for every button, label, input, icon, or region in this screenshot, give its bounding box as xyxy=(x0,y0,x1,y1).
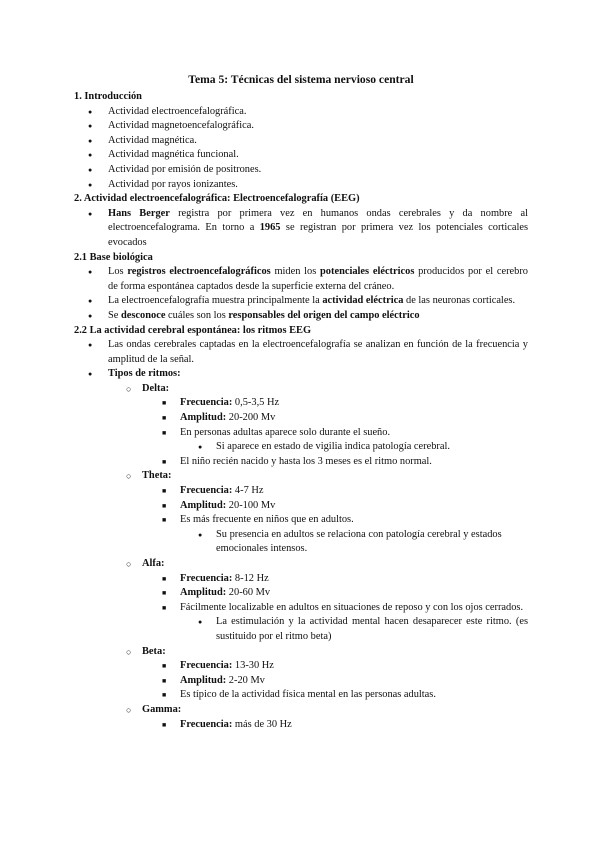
frequency-value: 8-12 Hz xyxy=(232,572,269,584)
rhythm-beta xyxy=(74,645,528,660)
list-item: ● Actividad por rayos ionizantes. xyxy=(74,178,528,193)
list-item xyxy=(74,411,528,426)
intro-list xyxy=(74,105,528,193)
list-item xyxy=(74,572,528,587)
text-span: se registran por primera vez los potenciales corticales evocados xyxy=(108,222,528,248)
frequency-label: Frecuencia: xyxy=(180,718,233,730)
bold-term: responsables del origen del campo eléctrico xyxy=(228,309,420,321)
frequency-value: 13-30 Hz xyxy=(232,660,274,672)
list-item: ● Actividad magnetoencefalográfica. xyxy=(74,119,528,134)
frequency-value: 4-7 Hz xyxy=(232,485,264,497)
bold-term: actividad eléctrica xyxy=(322,295,404,307)
base-biologica-list xyxy=(74,265,528,323)
text-span: miden los xyxy=(270,266,321,278)
list-item xyxy=(74,309,528,324)
amplitude-value: 2-20 Mv xyxy=(226,674,265,686)
list-item xyxy=(74,207,528,251)
bold-term: desconoce xyxy=(121,309,166,321)
amplitude-value: 20-200 Mv xyxy=(226,412,276,424)
amplitude-label: Amplitud: xyxy=(180,587,227,599)
section-heading-base-biologica: 2.1 Base biológica xyxy=(74,251,153,263)
rhythm-name: Beta: xyxy=(142,645,166,657)
frequency-label: Frecuencia: xyxy=(180,397,233,409)
rhythm-name: Gamma: xyxy=(142,703,182,715)
eeg-list xyxy=(74,207,528,251)
frequency-value: más de 30 Hz xyxy=(232,718,292,730)
ritmos-list xyxy=(74,338,528,732)
bold-term: Hans Berger xyxy=(108,207,170,219)
rhythm-name: Theta: xyxy=(142,470,172,482)
document-title: Tema 5: Técnicas del sistema nervioso central xyxy=(188,73,414,86)
rhythm-theta xyxy=(74,469,528,484)
list-item xyxy=(74,367,528,382)
bold-term: 1965 xyxy=(259,222,281,234)
list-item xyxy=(74,718,528,733)
list-item xyxy=(74,294,528,309)
list-item: ● Actividad por emisión de positrones. xyxy=(74,163,528,178)
amplitude-label: Amplitud: xyxy=(180,674,227,686)
list-item: ● Actividad electroencefalográfica. xyxy=(74,105,528,120)
text-span: Los xyxy=(108,266,128,278)
frequency-value: 0,5-3,5 Hz xyxy=(232,397,280,409)
section-heading-eeg: 2. Actividad electroencefalográfica: Electroencefalografía (EEG) xyxy=(74,193,360,205)
list-item: ■ Es típico de la actividad física mental en las personas adultas. xyxy=(74,688,528,703)
list-item xyxy=(74,484,528,499)
list-item xyxy=(74,396,528,411)
text-span: La electroencefalografía muestra principalmente la xyxy=(108,295,323,307)
text-span: registra por primera vez en humanos ondas cerebrales y da nombre al electroencefalograma. En torno a xyxy=(108,207,528,234)
list-item: ■ Fácilmente localizable en adultos en situaciones de reposo y con los ojos cerrados. xyxy=(74,601,528,616)
list-item: ■ En personas adultas aparece solo durante el sueño. xyxy=(74,426,528,441)
frequency-label: Frecuencia: xyxy=(180,572,233,584)
bold-term: Tipos de ritmos: xyxy=(108,368,181,380)
list-item: ● Actividad magnética. xyxy=(74,134,528,149)
amplitude-label: Amplitud: xyxy=(180,499,227,511)
rhythm-gamma xyxy=(74,703,528,718)
list-item: ● Si aparece en estado de vigilia indica patología cerebral. xyxy=(74,440,528,455)
frequency-label: Frecuencia: xyxy=(180,485,233,497)
list-item: ● Actividad magnética funcional. xyxy=(74,148,528,163)
list-item: ● Su presencia en adultos se relaciona con patología cerebral y estados emocionales intensos. xyxy=(74,528,528,557)
bold-term: registros electroencefalográficos xyxy=(127,266,271,278)
list-item: ■ Es más frecuente en niños que en adultos. xyxy=(74,513,528,528)
section-heading-ritmos-eeg: 2.2 La actividad cerebral espontánea: los ritmos EEG xyxy=(74,324,312,336)
amplitude-label: Amplitud: xyxy=(180,412,227,424)
frequency-label: Frecuencia: xyxy=(180,660,233,672)
list-item xyxy=(74,586,528,601)
section-heading-introduccion: 1. Introducción xyxy=(74,91,142,102)
list-item xyxy=(74,265,528,294)
rhythm-name: Delta: xyxy=(142,382,170,394)
amplitude-value: 20-60 Mv xyxy=(226,587,271,599)
list-item: ■ El niño recién nacido y hasta los 3 meses es el ritmo normal. xyxy=(74,455,528,470)
rhythm-alfa xyxy=(74,557,528,572)
rhythm-name: Alfa: xyxy=(142,558,165,569)
list-item xyxy=(74,499,528,514)
list-item xyxy=(74,659,528,674)
text-span: de las neuronas corticales. xyxy=(403,295,516,307)
list-item: ● Las ondas cerebrales captadas en la electroencefalografía se analizan en función de la frecuencia y amplitud de la señal. xyxy=(74,338,528,367)
list-item: ● La estimulación y la actividad mental hacen desaparecer este ritmo. (es sustituido por el ritmo beta) xyxy=(74,615,528,644)
document-page xyxy=(74,72,528,732)
text-span: producidos por el cerebro de forma espontánea captados desde la superficie externa del cráneo. xyxy=(108,266,528,292)
amplitude-value: 20-100 Mv xyxy=(226,499,276,511)
bold-term: potenciales eléctricos xyxy=(320,266,415,278)
text-span: cuáles son los xyxy=(165,309,229,321)
list-item xyxy=(74,674,528,689)
rhythm-delta xyxy=(74,382,528,397)
text-span: Se xyxy=(108,309,121,321)
